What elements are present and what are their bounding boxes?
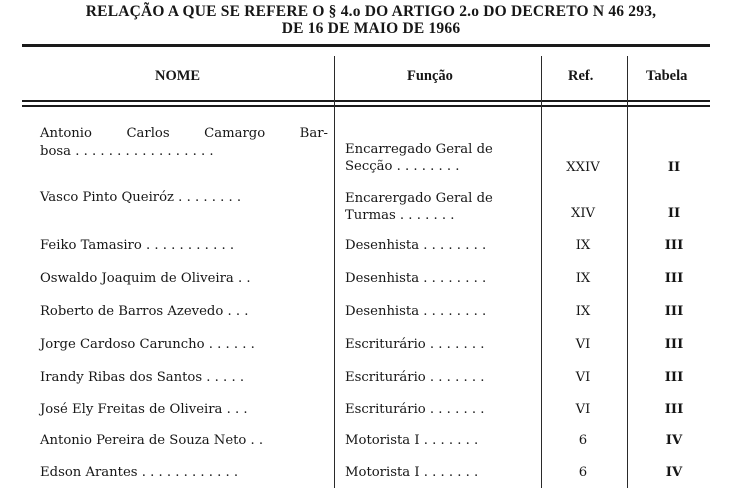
name-cell: Oswaldo Joaquim de Oliveira . .	[40, 271, 251, 286]
name-cell: Edson Arantes . . . . . . . . . . . .	[40, 465, 239, 480]
ref-cell: 6	[578, 433, 588, 448]
function-cell: Motorista I . . . . . . .	[345, 465, 479, 480]
table-cell: III	[664, 238, 684, 253]
document-title-line-2: DE 16 DE MAIO DE 1966	[281, 20, 461, 37]
name-word: Carlos	[126, 126, 170, 141]
ref-cell: XXIV	[566, 160, 600, 175]
function-cell: Escriturário . . . . . . .	[345, 337, 485, 352]
column-divider-function	[541, 56, 542, 488]
ref-cell: IX	[575, 238, 591, 253]
function-cell: Desenhista . . . . . . . .	[345, 271, 487, 286]
function-cell: Encarregado Geral de	[345, 142, 493, 157]
function-cell: Escriturário . . . . . . .	[345, 402, 485, 417]
top-thick-rule	[22, 44, 710, 47]
header-name: NOME	[155, 68, 201, 84]
ref-cell: VI	[575, 402, 591, 417]
header-double-rule-top	[22, 100, 710, 102]
table-cell: III	[664, 304, 684, 319]
ref-cell: XIV	[570, 206, 596, 221]
function-cell: Desenhista . . . . . . . .	[345, 238, 487, 253]
table-cell: III	[664, 402, 684, 417]
ref-cell: IX	[575, 304, 591, 319]
function-cell: Encarergado Geral de	[345, 191, 493, 206]
name-cell: Antonio Pereira de Souza Neto . .	[40, 433, 264, 448]
header-ref: Ref.	[568, 68, 594, 84]
header-double-rule-bottom	[22, 105, 710, 107]
name-cell: Jorge Cardoso Caruncho . . . . . .	[40, 337, 255, 352]
name-word: Bar-	[299, 126, 328, 141]
function-cell-continuation: Turmas . . . . . . .	[345, 208, 455, 223]
column-divider-name	[334, 56, 335, 488]
ref-cell: VI	[575, 337, 591, 352]
table-cell: III	[664, 271, 684, 286]
name-cell: Vasco Pinto Queiróz . . . . . . . .	[40, 190, 242, 205]
document-title-line-1: RELAÇÃO A QUE SE REFERE O § 4.o DO ARTIGO 2.o DO DECRETO N 46 293,	[85, 3, 657, 20]
name-word: Camargo	[204, 126, 266, 141]
column-divider-ref	[627, 56, 628, 488]
table-cell: II	[667, 160, 681, 175]
table-cell: II	[667, 206, 681, 221]
name-cell: Irandy Ribas dos Santos . . . . .	[40, 370, 245, 385]
name-cell: Roberto de Barros Azevedo . . .	[40, 304, 249, 319]
function-cell: Motorista I . . . . . . .	[345, 433, 479, 448]
table-cell: III	[664, 337, 684, 352]
table-cell: III	[664, 370, 684, 385]
ref-cell: IX	[575, 271, 591, 286]
name-cell: José Ely Freitas de Oliveira . . .	[40, 402, 248, 417]
table-cell: IV	[665, 465, 683, 480]
header-table: Tabela	[646, 68, 688, 84]
name-cell: Feiko Tamasiro . . . . . . . . . . .	[40, 238, 235, 253]
function-cell: Escriturário . . . . . . .	[345, 370, 485, 385]
function-cell: Desenhista . . . . . . . .	[345, 304, 487, 319]
name-word: Antonio	[40, 126, 92, 141]
ref-cell: VI	[575, 370, 591, 385]
ref-cell: 6	[578, 465, 588, 480]
function-cell-continuation: Secção . . . . . . . .	[345, 159, 460, 174]
name-cell-continuation: bosa . . . . . . . . . . . . . . . . .	[40, 144, 214, 159]
header-function: Função	[407, 68, 453, 84]
table-cell: IV	[665, 433, 683, 448]
name-cell	[40, 126, 328, 141]
